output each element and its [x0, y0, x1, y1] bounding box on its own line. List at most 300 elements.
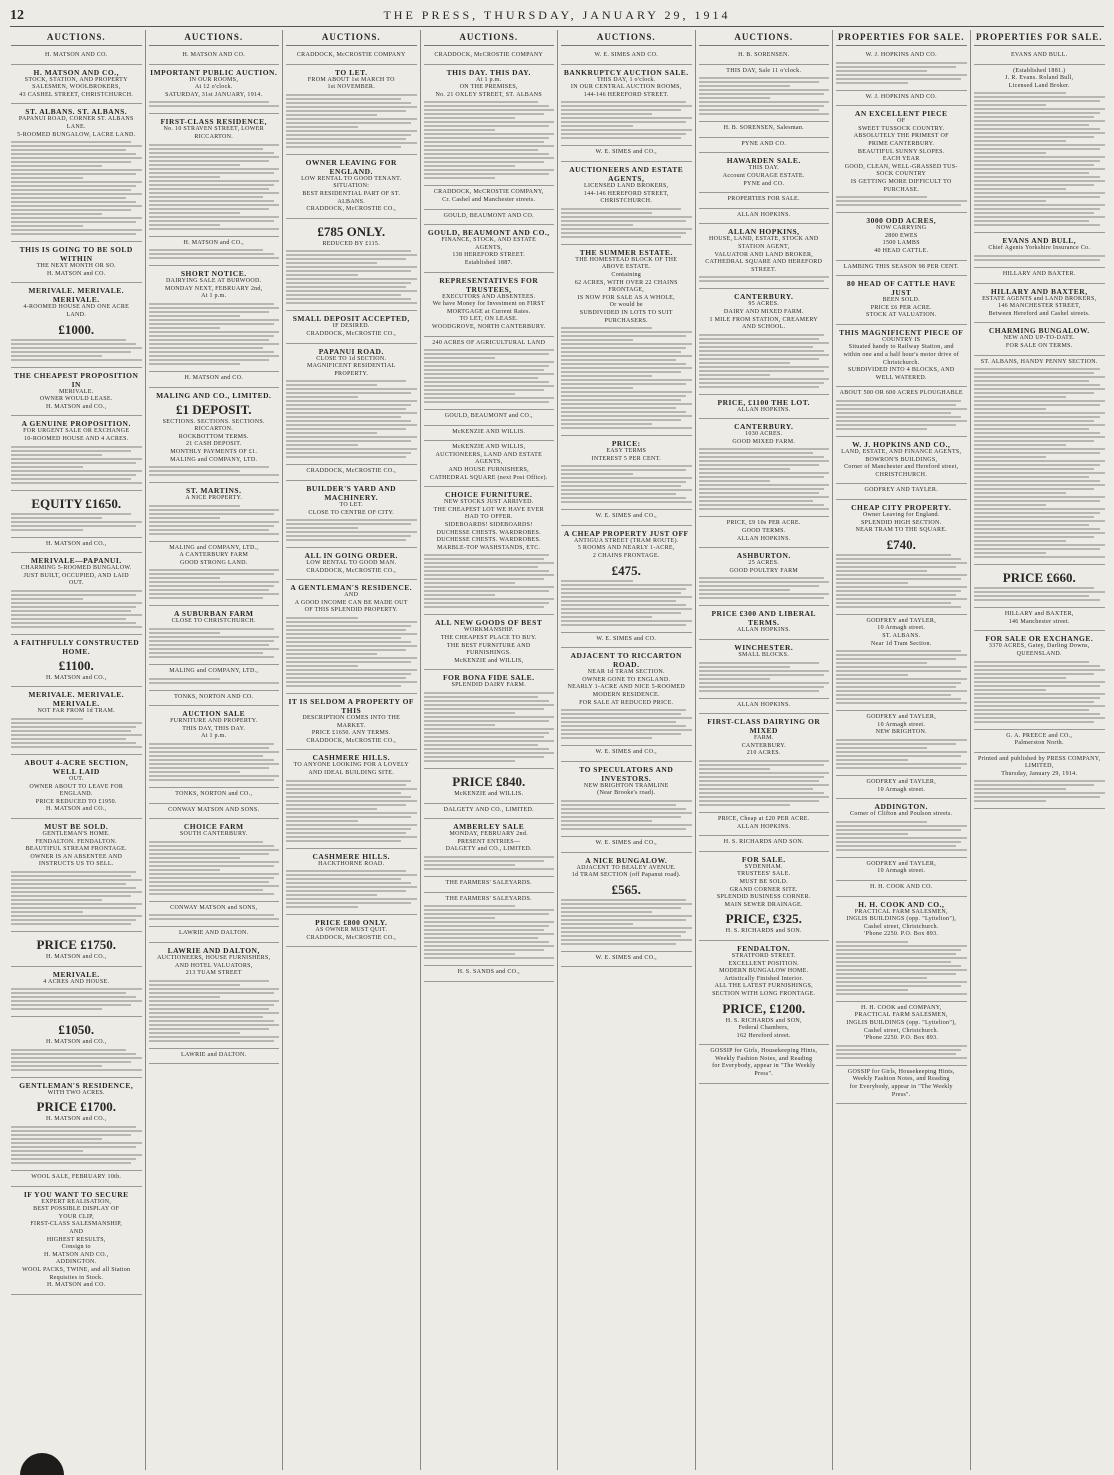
advertisement-line: CRADDOCK, McCROSTIE CO., [306, 567, 397, 574]
advertisement-line: AND SCHOOL. [742, 324, 786, 331]
column-header: PROPERTIES FOR SALE. [836, 30, 967, 46]
text-line [699, 686, 824, 688]
text-line [11, 217, 142, 219]
advertisement-line: Federal Chambers, [738, 1025, 789, 1032]
advertisement [836, 437, 967, 484]
small-print-body [149, 101, 280, 107]
advertisement-line: MERIVALE. [59, 388, 94, 395]
text-line [561, 407, 676, 409]
text-line [561, 820, 652, 822]
advertisement-line: TONKS, NORTON AND CO. [174, 693, 254, 700]
text-line [286, 633, 417, 635]
text-line [424, 554, 549, 556]
text-line [424, 173, 549, 175]
advertisement-line: FINANCE, STOCK, AND ESTATE [441, 237, 537, 244]
text-line [149, 775, 280, 777]
text-line [561, 351, 681, 353]
text-line [974, 168, 1106, 170]
advertisement-line: Account COURAGE ESTATE. [722, 172, 805, 179]
advertisement-line: THE BEST FURNITURE AND [446, 642, 531, 649]
text-line [974, 796, 1100, 798]
text-line [974, 697, 1100, 699]
text-line [836, 747, 927, 749]
column-header: AUCTIONS. [149, 30, 280, 46]
advertisement-line: 10 Armagh street. [877, 625, 926, 632]
text-line [286, 286, 406, 288]
text-line [974, 552, 1046, 554]
text-line [836, 574, 967, 576]
text-line [286, 629, 406, 631]
advertisement-line: A SUBURBAN FARM [174, 609, 254, 619]
text-line [149, 208, 269, 210]
text-line [836, 743, 956, 745]
text-line [974, 693, 1106, 695]
advertisement-line: 2800 EWES [884, 232, 918, 239]
advertisement-line: IN OUR CENTRAL AUCTION ROOMS, [570, 84, 682, 91]
advertisement-line: H. MATSON and CO., [183, 239, 244, 246]
advertisement-line: At 12 o'clock. [194, 84, 233, 91]
text-line [424, 562, 555, 564]
text-line [699, 577, 824, 579]
text-line [424, 602, 549, 604]
advertisement-line: W. E. SIMES and CO., [595, 749, 657, 756]
text-line [286, 258, 406, 260]
text-line [149, 327, 221, 329]
text-line [286, 906, 358, 908]
advertisement [286, 915, 417, 947]
column-header: AUCTIONS. [11, 30, 142, 46]
text-line [149, 1032, 240, 1034]
text-line [286, 796, 411, 798]
advertisement-line: NOT FAR FROM 1d TRAM. [37, 708, 115, 715]
advertisement-line: COUNTRY IS [882, 336, 921, 343]
text-line [699, 768, 771, 770]
text-line [974, 528, 1100, 530]
advertisement-line: CASHMERE HILLS. [312, 753, 391, 763]
text-line [149, 192, 280, 194]
text-line [699, 109, 819, 111]
advertisement-line: EVANS AND BULL, [1002, 236, 1077, 246]
text-line [11, 161, 131, 163]
text-line [836, 841, 961, 843]
advertisement-line: HIGHEST RESULTS, [46, 1236, 106, 1243]
advertisement-line: MODERN BUNGALOW HOME. [719, 968, 809, 975]
advertisement-line: Corner of Manchester and Hereford street, [844, 464, 959, 471]
text-line [699, 784, 830, 786]
text-line [699, 93, 824, 95]
small-print-body [11, 141, 142, 235]
advertisement-line: PRACTICAL FARM SALESMEN, [854, 1012, 948, 1019]
text-line [699, 113, 830, 115]
advertisement [836, 881, 967, 897]
text-line [974, 176, 1100, 178]
text-line [836, 74, 967, 76]
text-line [561, 101, 686, 103]
text-line [699, 800, 819, 802]
small-print-body [561, 101, 692, 139]
advertisement [424, 819, 555, 877]
text-line [286, 388, 417, 390]
advertisement-line: WINCHESTER. [734, 643, 794, 653]
advertisement [11, 242, 142, 283]
text-line [286, 412, 417, 414]
advertisement-line: SUBDIVIDED IN LOTS TO SUIT [579, 309, 673, 316]
advertisement-line: NOW CARRYING [876, 225, 927, 232]
text-line [11, 351, 131, 353]
advertisement-line: H. MATSON and CO. [46, 270, 106, 277]
advertisement-line: PRICE, £1200. [722, 1000, 806, 1016]
text-line [149, 212, 240, 214]
text-line [836, 82, 908, 84]
text-line [424, 925, 549, 927]
text-line [974, 480, 1100, 482]
text-line [561, 395, 686, 397]
advertisement [286, 548, 417, 580]
text-line [836, 412, 951, 414]
advertisement-line: 1d TRAM SECTION (off Papanui road). [571, 872, 681, 879]
advertisement-line: EXECUTORS AND ABSENTEES. [442, 293, 536, 300]
text-line [149, 869, 221, 871]
text-line [286, 114, 377, 116]
advertisement [424, 210, 555, 226]
text-line [286, 836, 417, 838]
text-line [11, 513, 131, 515]
text-line [424, 744, 539, 746]
advertisement [699, 209, 830, 225]
text-line [286, 420, 411, 422]
text-line [699, 772, 830, 774]
text-line [836, 1057, 967, 1059]
text-line [561, 331, 692, 333]
text-line [11, 614, 142, 616]
text-line [424, 349, 555, 351]
text-line [836, 969, 967, 971]
text-line [149, 873, 280, 875]
text-line [561, 469, 686, 471]
text-line [561, 220, 686, 222]
text-line [424, 373, 555, 375]
advertisement-line: Artistically Finished Interior. [724, 975, 804, 982]
advertisement [149, 804, 280, 820]
text-line [561, 497, 686, 499]
advertisement-line: 162 Hereford street. [736, 1032, 791, 1039]
advertisement-line: REDUCED BY £115. [322, 240, 381, 247]
text-line [836, 953, 956, 955]
text-line [974, 669, 1106, 671]
small-print-body [836, 739, 967, 769]
text-line [424, 113, 544, 115]
advertisement [836, 500, 967, 615]
advertisement-line: At 1 p.m. [201, 733, 227, 740]
text-line [149, 577, 221, 579]
advertisement-line: NEAR TRAM TO THE SQUARE. [855, 527, 948, 534]
advertisement [11, 819, 142, 932]
text-line [974, 784, 1095, 786]
text-line [561, 935, 681, 937]
advertisement-line: GOOD POULTRY FARM [729, 567, 799, 574]
text-line [699, 480, 771, 482]
text-line [561, 608, 692, 610]
advertisement-line: DESCRIPTION COMES INTO THE [302, 715, 401, 722]
small-print-body [424, 856, 555, 870]
advertisement [286, 311, 417, 343]
text-line [11, 529, 83, 531]
small-print-body [699, 334, 830, 388]
advertisement-line: EXPERT REALISATION, [41, 1198, 112, 1205]
advertisement-line: CANTERBURY. [734, 422, 794, 432]
text-line [836, 849, 967, 851]
advertisement [561, 436, 692, 510]
text-line [836, 686, 956, 688]
text-line [974, 255, 1106, 257]
text-line [286, 645, 417, 647]
text-line [974, 156, 1106, 158]
text-line [424, 365, 549, 367]
advertisement-line: PRICE, £1100 THE LOT. [717, 397, 811, 407]
text-line [699, 460, 830, 462]
text-line [974, 128, 1100, 130]
text-line [974, 420, 1095, 422]
advertisement [974, 730, 1106, 753]
text-line [561, 592, 681, 594]
small-print-body [149, 980, 280, 1042]
text-line [11, 466, 83, 468]
text-line [424, 696, 539, 698]
text-line [561, 133, 686, 135]
text-line [699, 280, 824, 282]
advertisement-line: A GOOD INCOME CAN BE MADE OUT [294, 599, 408, 606]
advertisement [561, 49, 692, 65]
advertisement-line: SPLENDID BUSINESS CORNER. [716, 894, 811, 901]
column-8 [971, 30, 1109, 1470]
advertisement [286, 465, 417, 481]
text-line [149, 105, 280, 107]
advertisement [561, 65, 692, 147]
text-line [11, 1008, 102, 1010]
advertisement-line: PRIME CANTERBURY. [868, 140, 935, 147]
text-line [286, 780, 411, 782]
advertisement [11, 49, 142, 65]
text-line [974, 500, 1100, 502]
advertisement-line: 210 ACRES. [746, 750, 781, 757]
advertisement [149, 927, 280, 943]
text-line [286, 448, 417, 450]
text-line [286, 290, 417, 292]
text-line [286, 808, 377, 810]
text-line [11, 177, 83, 179]
text-line [286, 416, 401, 418]
advertisement-line: H. S. RICHARDS AND SON. [723, 839, 804, 846]
advertisement [424, 186, 555, 209]
advertisement-line: OWNER ABOUT TO LEAVE FOR [29, 783, 124, 790]
advertisement-line: McKENZIE and WILLIS, [454, 657, 524, 664]
text-line [286, 98, 401, 100]
small-print-body [699, 577, 830, 599]
advertisement-line: Thursday, January 29, 1914. [1001, 770, 1078, 777]
text-line [424, 909, 555, 911]
text-line [286, 898, 417, 900]
column-7 [833, 30, 971, 1470]
advertisement-line: SMALL DEPOSIT ACCEPTED, [292, 314, 410, 324]
text-line [149, 188, 269, 190]
text-line [424, 385, 555, 387]
text-line [699, 81, 819, 83]
text-line [149, 311, 269, 313]
advertisement-line: PRICE £660. [1002, 570, 1076, 586]
text-line [974, 92, 1066, 94]
text-line [561, 903, 692, 905]
text-line [974, 120, 1106, 122]
text-line [561, 812, 692, 814]
text-line [561, 624, 686, 626]
text-line [149, 319, 280, 321]
text-line [561, 423, 652, 425]
advertisement-line: AND [69, 1228, 84, 1235]
advertisement-line: 'Phone 2250. P.O. Box 893. [864, 931, 939, 938]
text-line [424, 606, 544, 608]
text-line [286, 102, 411, 104]
text-line [11, 181, 142, 183]
text-line [424, 582, 515, 584]
advertisement-line: MARKET. [337, 722, 366, 729]
advertisement [836, 484, 967, 500]
text-line [286, 653, 377, 655]
advertisement-line: IT IS SELDOM A PROPERTY OF THIS [288, 697, 414, 716]
text-line [11, 225, 83, 227]
advertisement-line: ALLAN HOPKINS, [727, 227, 800, 237]
text-line [286, 637, 401, 639]
text-line [699, 670, 830, 672]
advertisement-line: ESTATE AGENTS and LAND BROKERS, [982, 295, 1097, 302]
advertisement-line: 1 MILE FROM STATION, CREAMERY [709, 316, 818, 323]
advertisement-line: 1st NOVEMBER. [327, 84, 376, 91]
text-line [974, 368, 1100, 370]
text-line [974, 196, 1100, 198]
advertisement [699, 941, 830, 1045]
advertisement-line: OWNER GONE TO ENGLAND. [582, 676, 671, 683]
text-line [286, 134, 411, 136]
text-line [11, 1061, 131, 1063]
text-line [149, 569, 280, 571]
text-line [286, 110, 406, 112]
advertisement-line: JUST BUILT, OCCUPIED, AND LAID [23, 572, 129, 579]
advertisement-line: LAWRIE and DALTON. [181, 1051, 247, 1058]
text-line [286, 681, 417, 683]
advertisement [11, 104, 142, 242]
advertisement [11, 1171, 142, 1187]
text-line [699, 89, 830, 91]
text-line [699, 354, 830, 356]
text-line [286, 428, 406, 430]
advertisement [974, 233, 1106, 268]
advertisement-line: W. E. SIMES AND CO. [594, 52, 659, 58]
text-line [149, 152, 274, 154]
text-line [974, 259, 1100, 261]
text-line [11, 145, 142, 147]
advertisement-line: Corner of Clifton and Poulson streets. [850, 811, 953, 818]
text-line [424, 566, 539, 568]
advertisement-line: GOOD TERMS. [741, 528, 786, 535]
advertisement-line: A FAITHFULLY CONSTRUCTED HOME. [13, 637, 140, 656]
text-line [286, 816, 411, 818]
text-line [11, 149, 126, 151]
advertisement-line: LICENSED LAND BROKERS, [584, 182, 669, 189]
advertisement-line: 1030 ACRES. [745, 431, 783, 438]
advertisement-line: 146 Manchester street. [1008, 618, 1070, 625]
small-print-body [561, 580, 692, 626]
advertisement [11, 932, 142, 967]
advertisement-line: AND HOTEL VALUATORS, [174, 962, 253, 969]
text-line [699, 362, 790, 364]
text-line [149, 885, 280, 887]
advertisement-line: ASHBURTON. [736, 551, 791, 561]
advertisement [286, 750, 417, 848]
advertisement-line: PRICE £1650. ANY TERMS. [311, 730, 391, 737]
text-line [11, 907, 136, 909]
advertisement-line: PRICE £1750. [36, 937, 116, 952]
text-line [974, 396, 1066, 398]
advertisement-line: MONTHLY PAYMENTS OF £1. [170, 448, 258, 455]
text-line [836, 941, 908, 943]
text-line [149, 581, 280, 583]
text-line [974, 440, 1095, 442]
text-line [836, 965, 961, 967]
advertisement [149, 819, 280, 902]
text-line [286, 657, 417, 659]
text-line [561, 465, 692, 467]
text-line [974, 476, 1090, 478]
text-line [424, 570, 549, 572]
text-line [561, 379, 692, 381]
advertisement-line: THIS DAY, Sale 11 o'clock. [726, 67, 802, 74]
advertisement-line: LAND. [66, 311, 87, 318]
advertisement [286, 694, 417, 750]
text-line [836, 977, 927, 979]
text-line [286, 535, 411, 537]
advertisement [974, 65, 1106, 234]
advertisement [286, 155, 417, 219]
text-line [11, 474, 136, 476]
text-line [836, 837, 967, 839]
text-line [561, 907, 681, 909]
advertisement-line: H. MATSON and CO., [46, 1116, 107, 1123]
advertisement-line: Cashel street, Christchurch. [863, 923, 939, 930]
text-line [561, 387, 633, 389]
advertisement [11, 1187, 142, 1295]
advertisement-line: CRADDOCK, McCROSTIE COMPANY [434, 52, 544, 58]
text-line [149, 307, 280, 309]
text-line [561, 355, 692, 357]
text-line [11, 1000, 142, 1002]
advertisement-line: 43 CASHEL STREET, CHRISTCHURCH. [19, 91, 134, 98]
advertisement-line: HAWARDEN SALE. [726, 156, 801, 166]
text-line [149, 517, 221, 519]
text-line [286, 250, 411, 252]
text-line [836, 428, 927, 430]
text-line [286, 617, 358, 619]
text-line [699, 508, 830, 510]
advertisement [974, 49, 1106, 65]
text-line [424, 937, 539, 939]
advertisement [699, 836, 830, 852]
text-line [11, 193, 142, 195]
advertisement [286, 580, 417, 694]
text-line [424, 957, 555, 959]
advertisement-line: PAPANUI ROAD, CORNER ST. ALBANS [18, 116, 134, 123]
advertisement [11, 635, 142, 688]
text-line [699, 597, 824, 599]
column-2 [146, 30, 284, 1470]
